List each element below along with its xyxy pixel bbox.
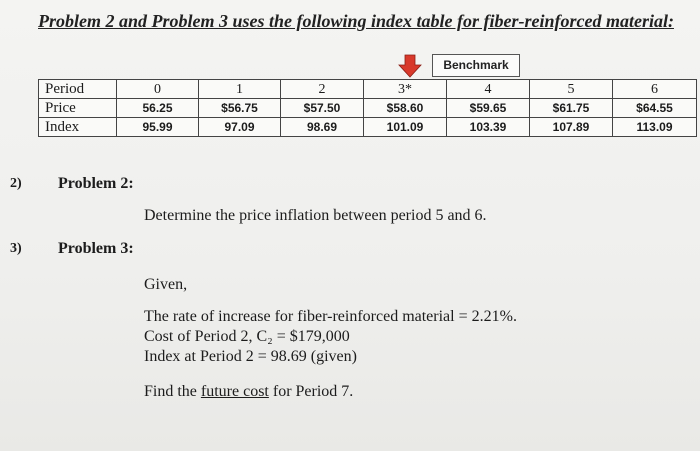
index-table: [38, 79, 697, 137]
price-cell: 56.25: [117, 99, 199, 118]
price-cell: $57.50: [281, 99, 364, 118]
period-cell: 2: [281, 80, 364, 99]
problem-3-index-line: Index at Period 2 = 98.69 (given): [144, 348, 357, 365]
period-cell: 3*: [364, 80, 447, 99]
index-cell: 95.99: [117, 118, 199, 137]
price-cell: $59.65: [447, 99, 530, 118]
period-cell: 4: [447, 80, 530, 99]
benchmark-label: Benchmark: [432, 54, 520, 77]
index-cell: 107.89: [530, 118, 613, 137]
future-cost-link: future cost: [200, 383, 269, 400]
problem-3-title: Problem 3:: [58, 240, 134, 257]
index-cell: 101.09: [364, 118, 447, 137]
problem-2-title: Problem 2:: [58, 175, 134, 192]
index-cell: 113.09: [613, 118, 697, 137]
problem-3-rate-line: The rate of increase for fiber-reinforced material = 2.21%.: [144, 308, 517, 325]
page-title: Problem 2 and Problem 3 uses the following index table for fiber-reinforced material:: [38, 11, 674, 31]
find-suffix: for Period 7.: [272, 383, 354, 400]
row-label-period: Period: [39, 80, 117, 99]
price-cell: $58.60: [364, 99, 447, 118]
period-cell: 6: [613, 80, 697, 99]
problem-3-cost-line: Cost of Period 2, C₂ = $179,000: [144, 328, 350, 345]
period-cell: 0: [117, 80, 199, 99]
price-cell: $61.75: [530, 99, 613, 118]
problem-2-number: 2): [10, 176, 22, 191]
down-arrow-icon: [398, 54, 422, 78]
table-row-index: [39, 118, 697, 137]
find-prefix: Find the: [144, 383, 197, 400]
table-row-price: [39, 99, 697, 118]
row-label-index: Index: [39, 118, 117, 137]
problem-3-given: Given,: [144, 276, 188, 293]
row-label-price: Price: [39, 99, 117, 118]
price-cell: $64.55: [613, 99, 697, 118]
problem-3-number: 3): [10, 241, 22, 256]
table-row-period: [39, 80, 697, 99]
price-cell: $56.75: [199, 99, 281, 118]
index-cell: 103.39: [447, 118, 530, 137]
problem-2-text: Determine the price inflation between period 5 and 6.: [144, 207, 487, 224]
period-cell: 1: [199, 80, 281, 99]
index-cell: 98.69: [281, 118, 364, 137]
problem-3-find-line: [144, 383, 353, 401]
period-cell: 5: [530, 80, 613, 99]
index-cell: 97.09: [199, 118, 281, 137]
